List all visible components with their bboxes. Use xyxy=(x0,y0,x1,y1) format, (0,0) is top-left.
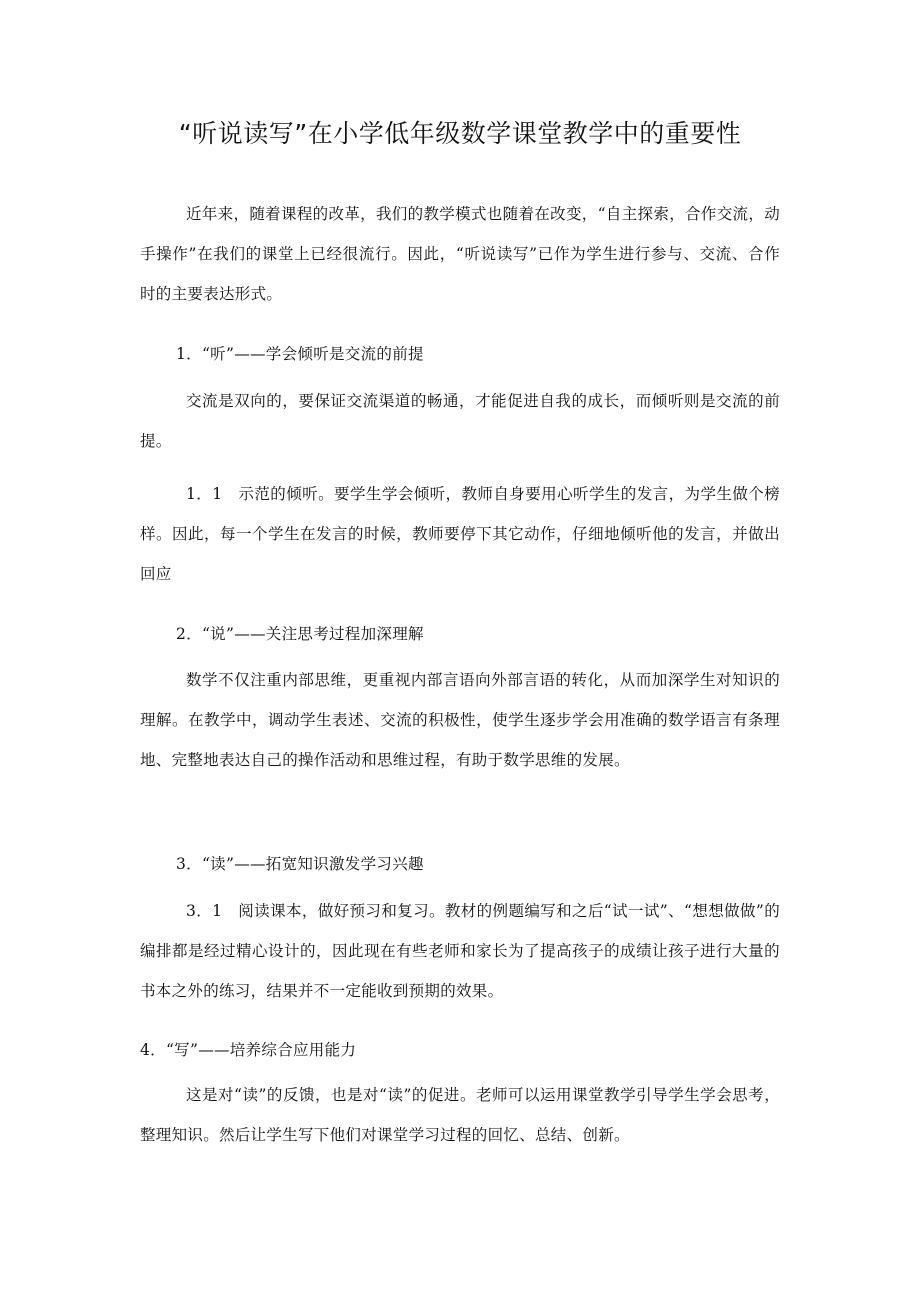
section-4-heading: 4．“写”——培养综合应用能力 xyxy=(140,1041,357,1059)
intro-paragraph: 近年来，随着课程的改革，我们的教学模式也随着在改变，“自主探索，合作交流，动手操作”在我们的课堂上已经很流行。因此，“听说读写”已作为学生进行参与、交流、合作时的主要表达形式。 xyxy=(140,205,780,303)
section-2-heading: 2．“说”——关注思考过程加深理解 xyxy=(176,625,424,643)
section-1-heading: 1．“听”——学会倾听是交流的前提 xyxy=(176,345,424,363)
document-title: “听说读写”在小学低年级数学课堂教学中的重要性 xyxy=(178,119,742,148)
section-2-paragraph: 数学不仅注重内部思维，更重视内部言语向外部言语的转化，从而加深学生对知识的理解。在教学中，调动学生表述、交流的积极性，使学生逐步学会用准确的数学语言有条理地、完整地表达自己的操作活动和思维过程，有助于数学思维的发展。 xyxy=(140,671,780,769)
section-3-1-paragraph: 3．1 阅读课本，做好预习和复习。教材的例题编写和之后“试一试”、“想想做做”的编排都是经过精心设计的，因此现在有些老师和家长为了提高孩子的成绩让孩子进行大量的书本之外的练习，结果并不一定能收到预期的效果。 xyxy=(140,902,780,1000)
section-4-paragraph: 这是对“读”的反馈，也是对“读”的促进。老师可以运用课堂教学引导学生学会思考，整理知识。然后让学生写下他们对课堂学习过程的回忆、总结、创新。 xyxy=(140,1086,780,1144)
section-1-paragraph: 交流是双向的，要保证交流渠道的畅通，才能促进自我的成长，而倾听则是交流的前提。 xyxy=(140,392,780,450)
section-3-heading: 3．“读”——拓宽知识激发学习兴趣 xyxy=(176,855,424,873)
section-1-1-paragraph: 1．1 示范的倾听。要学生学会倾听，教师自身要用心听学生的发言，为学生做个榜样。因此，每一个学生在发言的时候，教师要停下其它动作，仔细地倾听他的发言，并做出回应 xyxy=(140,485,780,583)
